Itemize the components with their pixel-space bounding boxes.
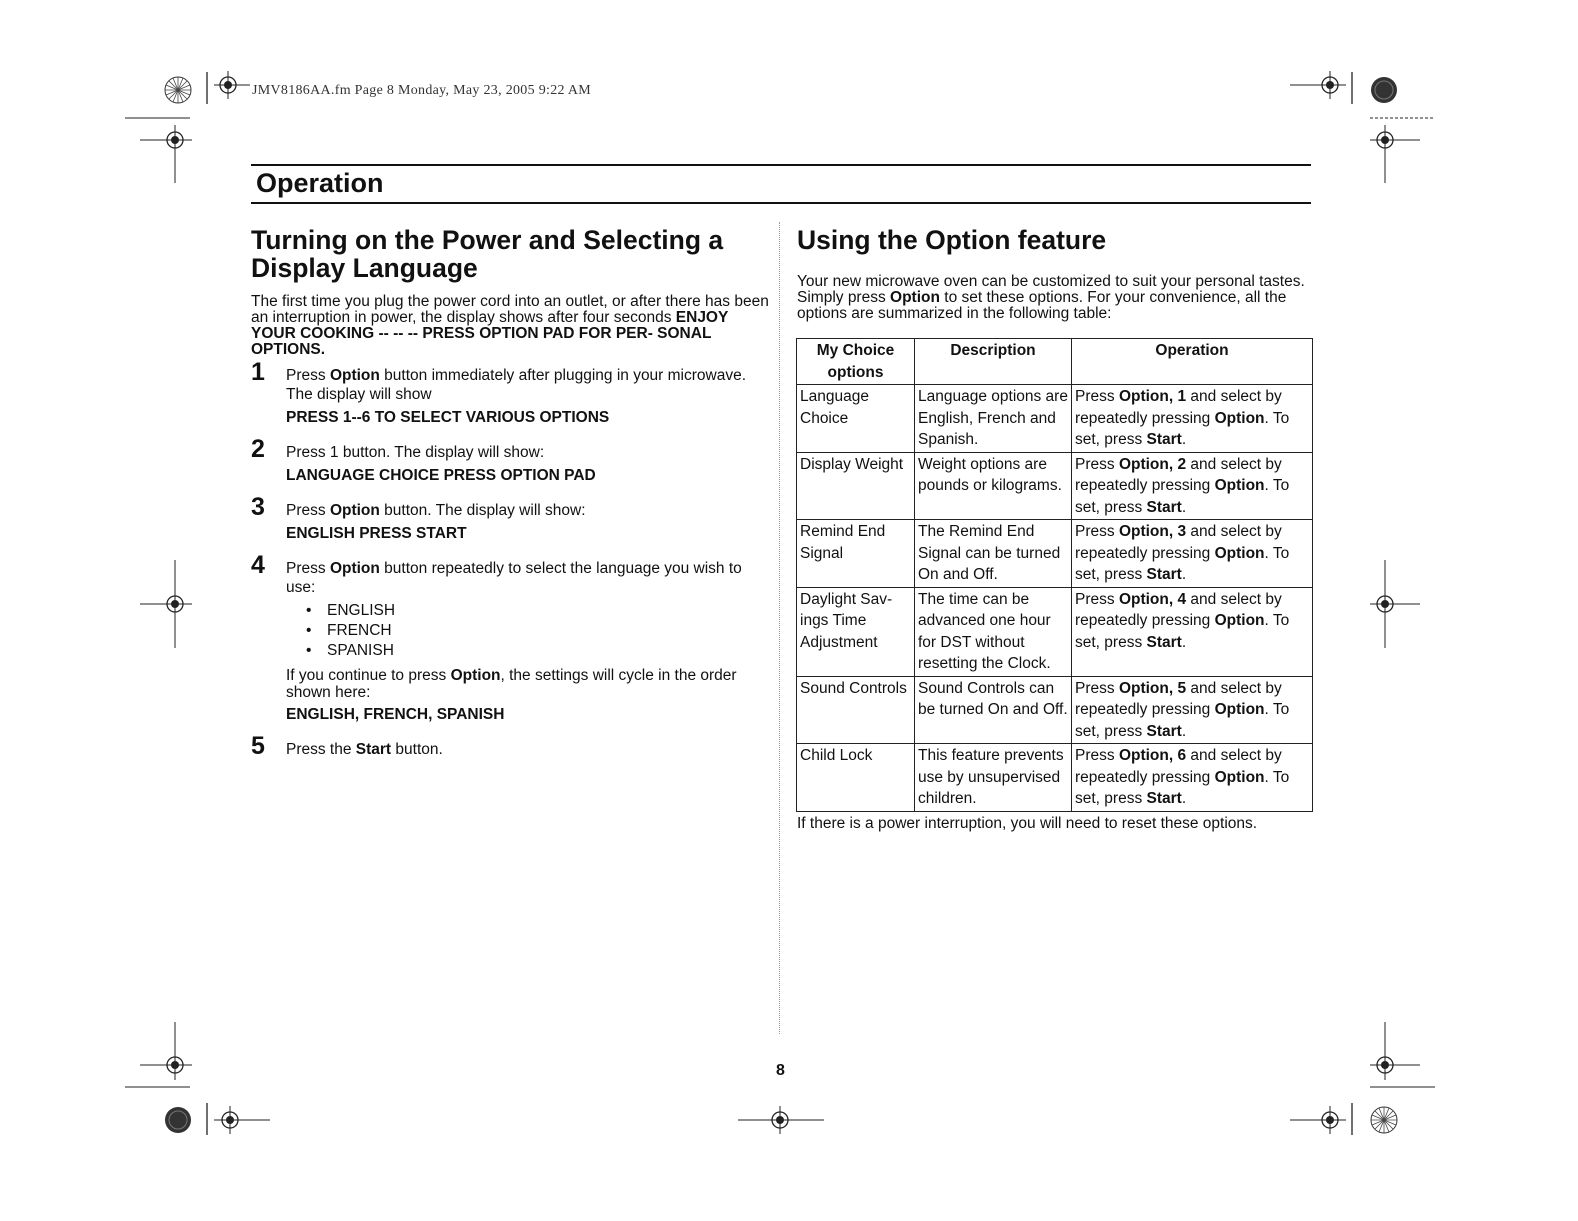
key-label: Option	[1214, 701, 1265, 718]
column-header: Description	[915, 339, 1072, 385]
step-3	[251, 493, 771, 543]
operation-text: and select by repeatedly pressing	[1075, 455, 1282, 494]
display-message: LANGUAGE CHOICE PRESS OPTION PAD	[286, 467, 596, 484]
key-label: Option	[1118, 455, 1169, 473]
key-label: Option	[1214, 544, 1265, 562]
step-text: button repeatedly to select the language you wish to use:	[286, 560, 742, 596]
options-table	[796, 338, 1313, 812]
operation-text: . To set, press	[1075, 409, 1290, 448]
table-row	[797, 520, 1313, 588]
key-label: Option	[1118, 747, 1169, 764]
left-heading-block	[251, 226, 771, 282]
step-text: If you continue to press	[286, 667, 451, 684]
footnote: If there is a power interruption, you will need to reset these options.	[797, 815, 1258, 832]
option-key-label: Option	[890, 289, 940, 306]
dark-target-icon	[1371, 77, 1397, 103]
key-label: Option	[1214, 477, 1265, 494]
option-description-cell: Language options are English, French and Spanish.	[915, 385, 1072, 453]
key-label: 4	[1177, 590, 1187, 608]
step-text: , the settings will cycle in the order shown here:	[286, 667, 737, 701]
star-target-icon	[165, 77, 191, 103]
option-description-cell: The time can be advanced one hour for DST without resetting the Clock.	[915, 587, 1072, 676]
key-label: Option	[1214, 409, 1265, 427]
list-item: • FRENCH	[306, 621, 771, 641]
key-label: Option	[1214, 768, 1265, 786]
key-label: 1	[1177, 388, 1187, 405]
intro-text: Your new microwave oven can be customized to suit your personal tastes. Simply press	[797, 273, 1305, 306]
key-label: Start	[1146, 633, 1182, 651]
left-intro	[251, 294, 771, 358]
option-description-cell: The Remind End Signal can be turned On and Off.	[915, 520, 1072, 588]
option-operation-cell	[1072, 452, 1313, 520]
table-row	[797, 385, 1313, 453]
column-divider	[779, 222, 780, 1034]
operation-text: Press	[1075, 679, 1119, 697]
operation-text: and select by repeatedly pressing	[1075, 523, 1282, 562]
option-description-cell: Weight options are pounds or kilograms.	[915, 452, 1072, 520]
operation-text: . To set, press	[1075, 477, 1290, 516]
operation-text: and select by repeatedly pressing	[1075, 679, 1282, 718]
column-header: My Choice options	[797, 339, 915, 385]
option-key-label: Option	[329, 502, 380, 519]
key-label: Start	[1146, 722, 1182, 740]
operation-text: and select by repeatedly pressing	[1075, 747, 1282, 786]
step-text: Press 1 button. The display will show:	[286, 444, 545, 461]
dark-target-icon	[165, 1107, 191, 1133]
operation-text: .	[1181, 790, 1187, 807]
step-text: button. The display will show:	[379, 502, 586, 519]
key-label: Start	[1146, 498, 1182, 516]
option-operation-cell	[1072, 744, 1313, 812]
option-operation-cell	[1072, 587, 1313, 676]
top-rule	[251, 164, 1311, 166]
right-heading: Using the Option feature	[797, 225, 1107, 255]
operation-text: .	[1181, 431, 1187, 448]
star-target-icon	[1371, 1107, 1397, 1133]
key-label: ,	[1168, 590, 1178, 608]
key-label: ,	[1168, 388, 1178, 405]
page-number: 8	[776, 1062, 785, 1079]
key-label: Option	[1118, 388, 1169, 405]
table-row	[797, 587, 1313, 676]
step-number: 4	[251, 551, 265, 579]
right-intro	[797, 274, 1317, 322]
key-label: 3	[1177, 523, 1187, 540]
operation-text: Press	[1075, 747, 1119, 764]
step-number: 2	[251, 435, 265, 463]
display-message: PRESS 1--6 TO SELECT VARIOUS OPTIONS	[286, 409, 610, 426]
section-rule	[251, 202, 1311, 204]
step-number: 5	[251, 732, 265, 760]
option-key-label: Option	[329, 367, 380, 384]
left-heading: Turning on the Power and Selecting a Display Language	[251, 225, 724, 283]
step-1	[251, 358, 771, 427]
key-label: 2	[1177, 455, 1187, 473]
step-5	[251, 732, 771, 760]
step-text: Press the	[286, 741, 356, 758]
step-number: 3	[251, 493, 265, 521]
option-operation-cell	[1072, 385, 1313, 453]
option-description-cell: This feature prevents use by unsupervised children.	[915, 744, 1072, 812]
operation-text: Press	[1075, 523, 1119, 540]
step-2	[251, 435, 771, 485]
key-label: 6	[1177, 747, 1187, 764]
right-heading-block	[797, 226, 1317, 254]
step-text: button immediately after plugging in your microwave. The display will show	[286, 367, 747, 403]
operation-text: and select by repeatedly pressing	[1075, 590, 1282, 629]
key-label: Option	[1214, 612, 1265, 629]
key-label: Start	[1146, 431, 1182, 448]
table-row	[797, 676, 1313, 744]
step-4	[251, 551, 771, 724]
steps-list	[251, 358, 771, 775]
step-text: Press	[286, 560, 330, 577]
table-row	[797, 452, 1313, 520]
step-text: button.	[391, 741, 443, 758]
key-label: 5	[1177, 679, 1187, 697]
step-text: Press	[286, 502, 330, 519]
option-operation-cell	[1072, 676, 1313, 744]
option-key-label: Option	[329, 560, 380, 577]
column-header: Operation	[1072, 339, 1313, 385]
option-operation-cell	[1072, 520, 1313, 588]
operation-text: . To set, press	[1075, 701, 1290, 740]
operation-text: Press	[1075, 455, 1119, 473]
key-label: Option	[1118, 523, 1169, 540]
key-label: ,	[1168, 747, 1178, 764]
operation-text: .	[1181, 498, 1187, 516]
option-choice-cell: Sound Controls	[797, 676, 915, 744]
intro-text: to set these options. For your convenience, all the options are summarized in the following table:	[797, 289, 1287, 322]
key-label: Start	[1146, 566, 1182, 583]
operation-text: .	[1181, 722, 1187, 740]
operation-text: . To set, press	[1075, 544, 1290, 583]
intro-display-message: ENJOY YOUR COOKING -- -- -- PRESS OPTION PAD FOR PER- SONAL OPTIONS.	[251, 309, 729, 358]
option-choice-cell: Child Lock	[797, 744, 915, 812]
key-label: ,	[1168, 455, 1178, 473]
file-slug: JMV8186AA.fm Page 8 Monday, May 23, 2005 9:22 AM	[252, 83, 591, 98]
operation-text: . To set, press	[1075, 768, 1290, 807]
operation-text: Press	[1075, 388, 1119, 405]
table-header-row	[797, 339, 1313, 385]
operation-text: . To set, press	[1075, 612, 1290, 651]
operation-text: Press	[1075, 590, 1119, 608]
operation-text: and select by repeatedly pressing	[1075, 388, 1282, 427]
display-message: ENGLISH PRESS START	[286, 525, 467, 542]
table-row	[797, 744, 1313, 812]
key-label: ,	[1168, 523, 1178, 540]
step-text: Press	[286, 367, 330, 384]
option-choice-cell: Language Choice	[797, 385, 915, 453]
operation-text: .	[1181, 633, 1187, 651]
option-choice-cell: Daylight Sav- ings Time Adjustment	[797, 587, 915, 676]
display-message: ENGLISH, FRENCH, SPANISH	[286, 706, 505, 723]
start-key-label: Start	[355, 741, 392, 758]
option-key-label: Option	[450, 667, 501, 684]
key-label: Start	[1146, 790, 1182, 807]
list-item: • SPANISH	[306, 641, 771, 661]
option-choice-cell: Remind End Signal	[797, 520, 915, 588]
key-label: ,	[1168, 679, 1178, 697]
language-list	[286, 601, 771, 661]
operation-text: .	[1181, 566, 1187, 583]
list-item: • ENGLISH	[306, 601, 771, 621]
step-number: 1	[251, 358, 265, 386]
intro-text: The first time you plug the power cord into an outlet, or after there has been an interruption in power, the display shows after four seconds	[251, 293, 769, 326]
option-choice-cell: Display Weight	[797, 452, 915, 520]
key-label: Option	[1118, 679, 1169, 697]
key-label: Option	[1118, 590, 1169, 608]
section-title: Operation	[256, 168, 384, 198]
option-description-cell: Sound Controls can be turned On and Off.	[915, 676, 1072, 744]
